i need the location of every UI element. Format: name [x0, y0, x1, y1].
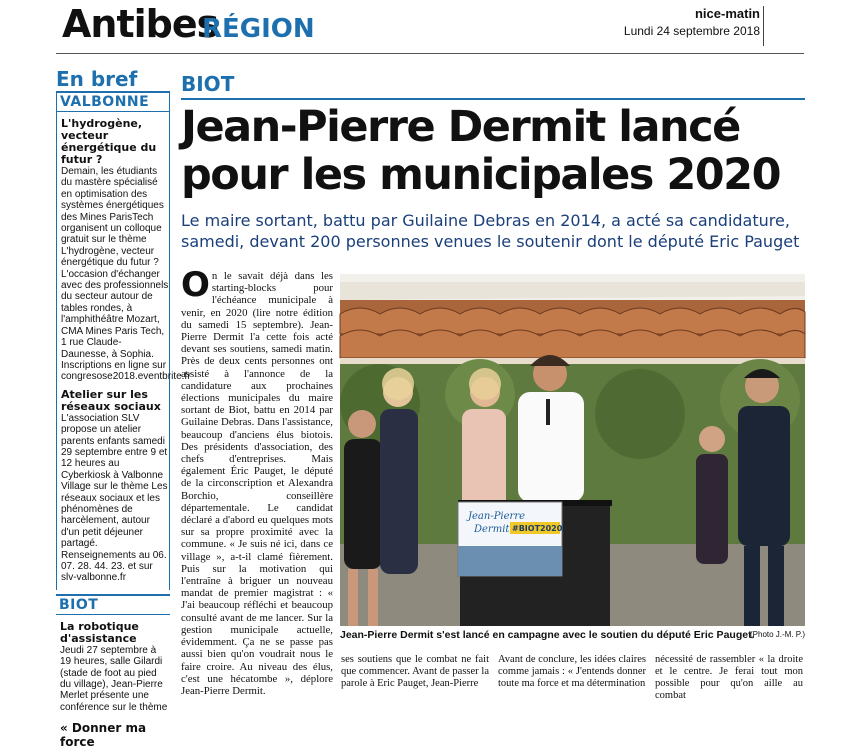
paper-name: nice-matin — [694, 6, 760, 21]
article-rubric: BIOT — [181, 72, 235, 96]
article-headline: Jean-Pierre Dermit lancé pour les municipales 2020 — [181, 102, 781, 200]
section-city-biot: BIOT — [56, 594, 170, 615]
briefs-box — [56, 91, 191, 590]
article-photo — [340, 274, 805, 626]
body-continuation: ses soutiens que le combat ne fait que commencer. Avant de passer la parole à Eric Pauget, Jean-Pierre — [341, 654, 489, 689]
brief-headline: La robotique d'assistance — [60, 619, 139, 645]
body-continuation: Avant de conclure, les idées claires comme jamais : « J'entends donner toute ma force et ma détermination — [498, 654, 646, 689]
city-name: Antibes — [62, 2, 219, 46]
briefs-sidebar — [56, 67, 191, 749]
section-city-valbonne: VALBONNE — [57, 91, 169, 112]
sign-badge: #BIOT2020 — [512, 524, 563, 533]
issue-date: Lundi 24 septembre 2018 — [623, 24, 760, 38]
article-standfirst: Le maire sortant, battu par Guilaine Debras en 2014, a acté sa candidature, samedi, devant 200 personnes venues le soutenir dont le député Eric Pauget — [181, 211, 800, 251]
rubric-rule — [181, 98, 805, 100]
photo-credit: (Photo J.-M. P.) — [750, 630, 805, 639]
region-label: RÉGION — [202, 14, 315, 44]
body-continuation: nécessité de rassembler « la droite et le centre. Je ferai tout mon possible pour qu'on aille au combat — [655, 654, 803, 701]
brief-text: L'association SLV propose un atelier parents enfants samedi 29 septembre entre 9 et 12 heures au Cyberkiosk à Valbonne Village sur le thème Les réseaux sociaux et les phénomènes de harcèlement, autour d'un petit déjeuner partagé. Renseignements au 06. 07. 28. 44. 23. et sur slv-valbonne.fr — [61, 412, 168, 584]
brief-headline: Atelier sur les réseaux sociaux — [61, 387, 161, 413]
caption-text: Jean-Pierre Dermit s'est lancé en campagne avec le soutien du député Eric Pauget. — [340, 629, 755, 641]
photo-caption — [340, 629, 805, 641]
article-body-text: n le savait déjà dans les starting-blocks pour l'échéance municipale à venir, en 2020 (lire notre édition du samedi 15 septembre). Jean-Pierre Dermit l'a cette fois acté devant ses soutiens, samedi matin. Près de deux cents personnes ont assisté à l'annonce de la candidature aux prochaines élections municipales du maire sortant de Biot, battu en 2014 par Guilaine Debras. Dans l'assistance, beaucoup d'anciens élus biotois. Des présidents d'association, des chefs d'entreprises. Mais également Éric Pauget, le député de la circonscription et Alexandra Borchio, conseillère départementale. Le candidat déclaré a d'abord eu quelques mots sur sa propre proximité avec la commune. « Je suis né ici, dans ce village », a-t-il clamé fièrement. Puis sur la motivation qui l'entraîne à briguer un nouveau mandat de premier magistrat : « J'ai beaucoup réfléchi et beaucoup consulté avant de me lancer. Sur la gestion municipale actuelle, évidemment. Ça ne se passe pas aussi bien qu'on voudrait nous le faire croire. Au niveau des élus, c'est une hécatombe », déplore Jean-Pierre Dermit. — [181, 270, 333, 697]
sign-name-line1: Jean-Pierre — [468, 511, 526, 522]
photo-illustration — [340, 274, 805, 626]
briefs-title: En bref — [56, 67, 138, 91]
brief-text: Jeudi 27 septembre à 19 heures, salle Gilardi (stade de foot au pied du village), Jean-Pierre Merlet présente une conférence sur le thème — [60, 644, 168, 713]
page-header — [56, 0, 804, 54]
sign-name-line2: Dermit — [474, 524, 510, 535]
brief-text: Demain, les étudiants du mastère spécialisé en optimisation des systèmes énergétiques des Mines ParisTech organisent un colloque gratuit sur le thème L'hydrogène, vecteur énergétique du futur ? L'occasion d'échanger avec des professionnels du secteur autour de tables rondes, à l'amphithéâtre Mozart, CMA Mines Paris Tech, 1 rue Claude-Daunesse, à Sophia. Inscriptions en ligne sur congresose2018.eventbrite.fr — [61, 166, 191, 383]
sidebar-quote: « Donner ma force — [60, 721, 147, 749]
drop-cap: O — [181, 265, 210, 305]
header-divider — [763, 6, 764, 46]
masthead — [624, 6, 760, 38]
brief-headline: L'hydrogène, vecteur énergétique du futur ? — [61, 117, 157, 166]
article-body — [181, 265, 333, 697]
